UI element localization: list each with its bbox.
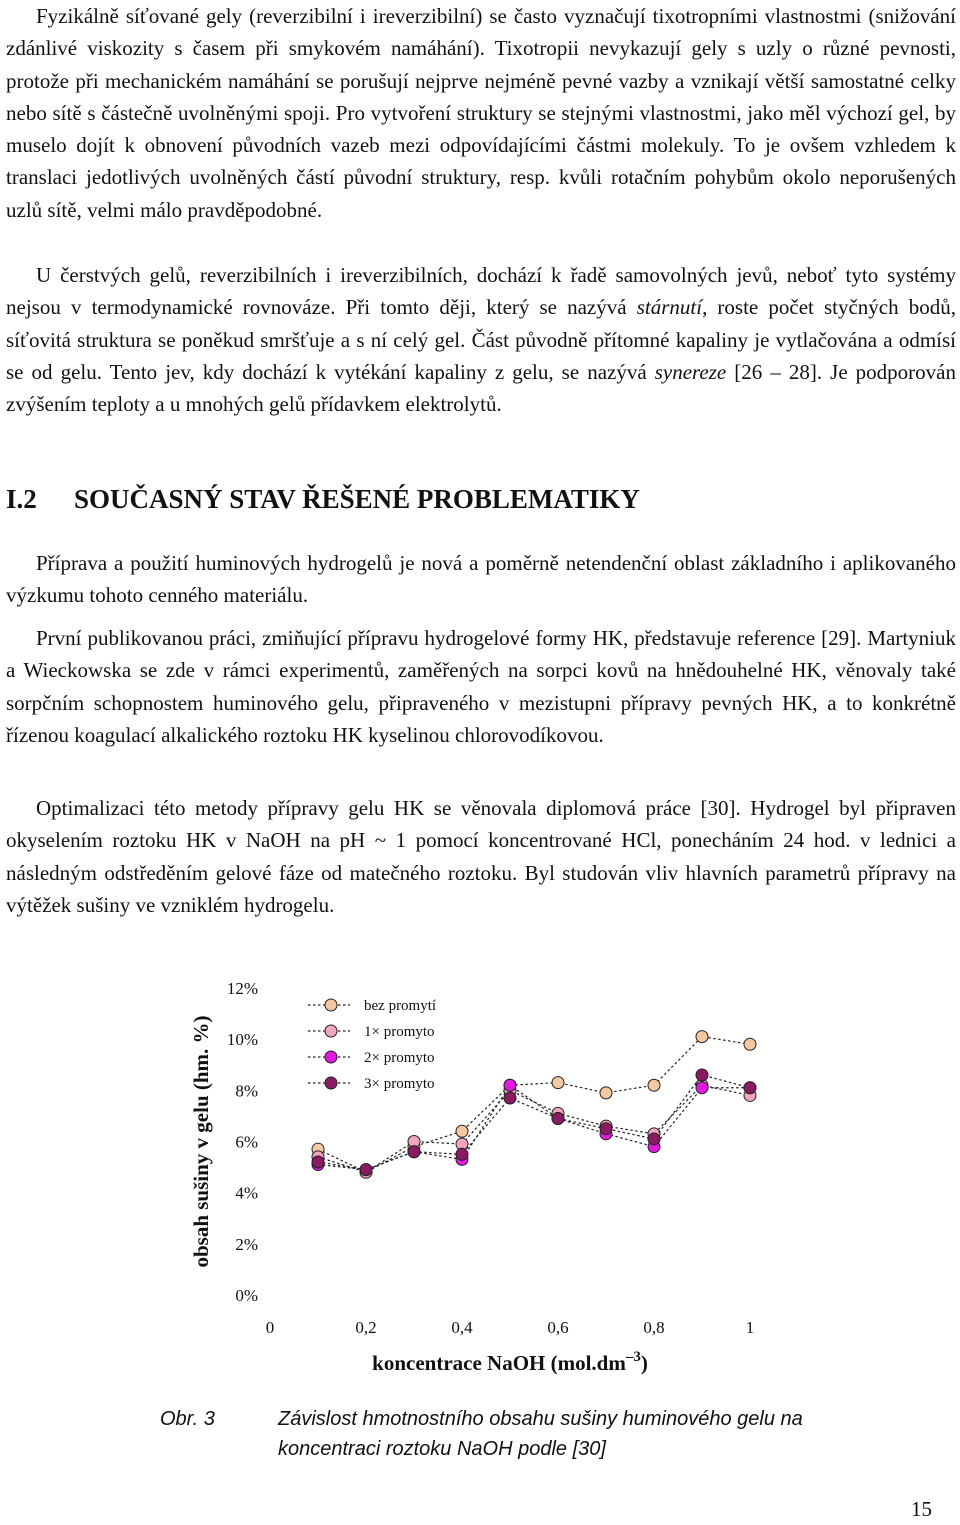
x-tick-label: 0 (265, 1318, 275, 1337)
x-tick-label: 0,8 (643, 1318, 665, 1337)
data-point (648, 1133, 660, 1145)
data-point (696, 1082, 708, 1094)
legend-label: 2× promyto (364, 1050, 435, 1066)
chart-dry-matter-vs-naoh (0, 960, 960, 1375)
data-point (600, 1123, 612, 1135)
section-heading (6, 484, 640, 515)
y-tick-label: 0% (235, 1286, 258, 1305)
y-tick-label: 12% (226, 979, 258, 998)
data-point (504, 1092, 516, 1104)
legend-marker (325, 1051, 337, 1063)
y-tick-label: 2% (235, 1234, 258, 1254)
page-number: 15 (911, 1497, 932, 1521)
data-point (600, 1087, 612, 1099)
data-point (312, 1156, 324, 1168)
legend-label: 1× promyto (364, 1024, 435, 1040)
data-point (504, 1079, 516, 1091)
paragraph-intro: Příprava a použití huminových hydrogelů je nová a poměrně netendenční oblast základního i aplikovaného výzkumu tohoto cenného materiálu. (6, 551, 956, 608)
data-point (744, 1082, 756, 1094)
legend-item (308, 1050, 435, 1066)
section-number: I.2 (6, 484, 37, 514)
x-axis-title-sup: –3 (625, 1349, 641, 1365)
legend-marker (325, 1025, 337, 1037)
data-point (744, 1038, 756, 1050)
legend-label: bez promytí (364, 998, 437, 1014)
chart-axes (227, 979, 754, 1337)
chart-series-2 (312, 1079, 756, 1178)
x-tick-label: 0,2 (355, 1318, 377, 1337)
legend-label: 3× promyto (364, 1076, 435, 1092)
figure-caption-text: Závislost hmotnostního obsahu sušiny huminového gelu na koncentraci roztoku NaOH podle [30] (278, 1408, 803, 1460)
y-tick-label: 6% (235, 1132, 258, 1152)
legend-item (308, 998, 436, 1014)
x-axis-title-main: koncentrace NaOH (mol.dm (372, 1351, 626, 1375)
y-axis-title: obsah sušiny v gelu (hm. %) (189, 1015, 213, 1268)
x-tick-label: 0,6 (547, 1318, 569, 1337)
data-point (552, 1112, 564, 1124)
data-point (552, 1077, 564, 1089)
data-point (456, 1125, 468, 1137)
legend-marker (325, 1077, 337, 1089)
y-tick-label: 10% (226, 1030, 258, 1050)
figure-caption-label: Obr. 3 (160, 1408, 215, 1430)
series-line (318, 1085, 750, 1169)
data-point (456, 1148, 468, 1160)
legend-item (308, 1024, 435, 1040)
paragraph-optimization: Optimalizaci této metody přípravy gelu HK se věnovala diplomová práce [30]. Hydrogel byl připraven okyselením roztoku HK v NaOH na pH ~ 1 pomocí koncentrované HCl, ponecháním 24 hod. v lednici a následným odstředěním gelové fáze od matečného roztoku. Byl studován vliv hlavních parametrů přípravy na výtěžek sušiny ve vzniklém hydrogelu. (6, 796, 956, 917)
paragraph-aging-syneresis (6, 259, 956, 420)
data-point (648, 1079, 660, 1091)
paragraph-text: [26 – 28]. Je podporován zvýšením teploty a u mnohých gelů přídavkem elektrolytů. (6, 359, 956, 417)
data-point (360, 1164, 372, 1176)
y-tick-label: 8% (235, 1081, 258, 1101)
legend-item (308, 1076, 435, 1092)
data-point (408, 1146, 420, 1158)
y-tick-label: 4% (235, 1183, 258, 1203)
chart-legend (308, 998, 436, 1092)
paragraph-first-publication: První publikovanou práci, zmiňující přípravu hydrogelové formy HK, představuje reference [29]. Martyniuk a Wieckowska se zde v rámci experimentů, zaměřených na sorpci kovů na hnědouhelné HK, věnovaly také sorpčním schopnostem huminového gelu, připraveného v mezistupni přípravy pevných HK, a to konkrétně řízenou koagulací alkalického roztoku HK kyselinou chlorovodíkovou. (6, 626, 956, 747)
x-tick-label: 1 (745, 1318, 755, 1337)
paragraph-thixotropy: Fyzikálně síťované gely (reverzibilní i ireverzibilní) se často vyznačují tixotropními vlastnostmi (snižování zdánlivé viskozity s časem při smykovém namáhání). Tixotropii nevykazují gely s uzly o různé pevnosti, protože při mechanickém namáhání se porušují nejprve nejméně pevné vazby a vznikají větší samostatné celky nebo sítě s částečně uvolněnými spoji. Pro vytvoření struktury se stejnými vlastnostmi, jako měl výchozí gel, by muselo dojít k obnovení původních vazeb mezi odpovídajícími částmi molekuly. To je ovšem vzhledem k translaci jedotlivých uvolněných částí původní struktury, resp. kvůli rotačním pohybům okolo neporušených uzlů sítě, velmi málo pravděpodobné. (6, 4, 956, 222)
paragraph-text: U čerstvých gelů, reverzibilních i ireverzibilních, dochází k řadě samovolných jevů, neboť tyto systémy nejsou v termodynamické rovnováze. Při tomto ději, který se nazývá (6, 263, 956, 320)
paragraph-text: , roste počet styčných bodů, síťovitá struktura se poněkud smršťuje a s ní celý gel. Část původně přítomné kapaliny je vytlačována a odmísí se od gelu. Tento jev, kdy dochází k vytékání kapaliny z gelu, se nazývá (6, 295, 956, 384)
legend-marker (325, 999, 337, 1011)
section-title: SOUČASNÝ STAV ŘEŠENÉ PROBLEMATIKY (74, 484, 640, 514)
data-point (696, 1031, 708, 1043)
term-synereze: synereze (654, 359, 727, 384)
chart-series-3 (312, 1079, 756, 1175)
data-point (696, 1069, 708, 1081)
series-line (318, 1085, 750, 1172)
x-axis-title (372, 1349, 648, 1375)
x-axis-title-close: ) (640, 1351, 648, 1375)
term-starnuti: stárnutí (636, 295, 703, 320)
x-tick-label: 0,4 (451, 1318, 473, 1337)
